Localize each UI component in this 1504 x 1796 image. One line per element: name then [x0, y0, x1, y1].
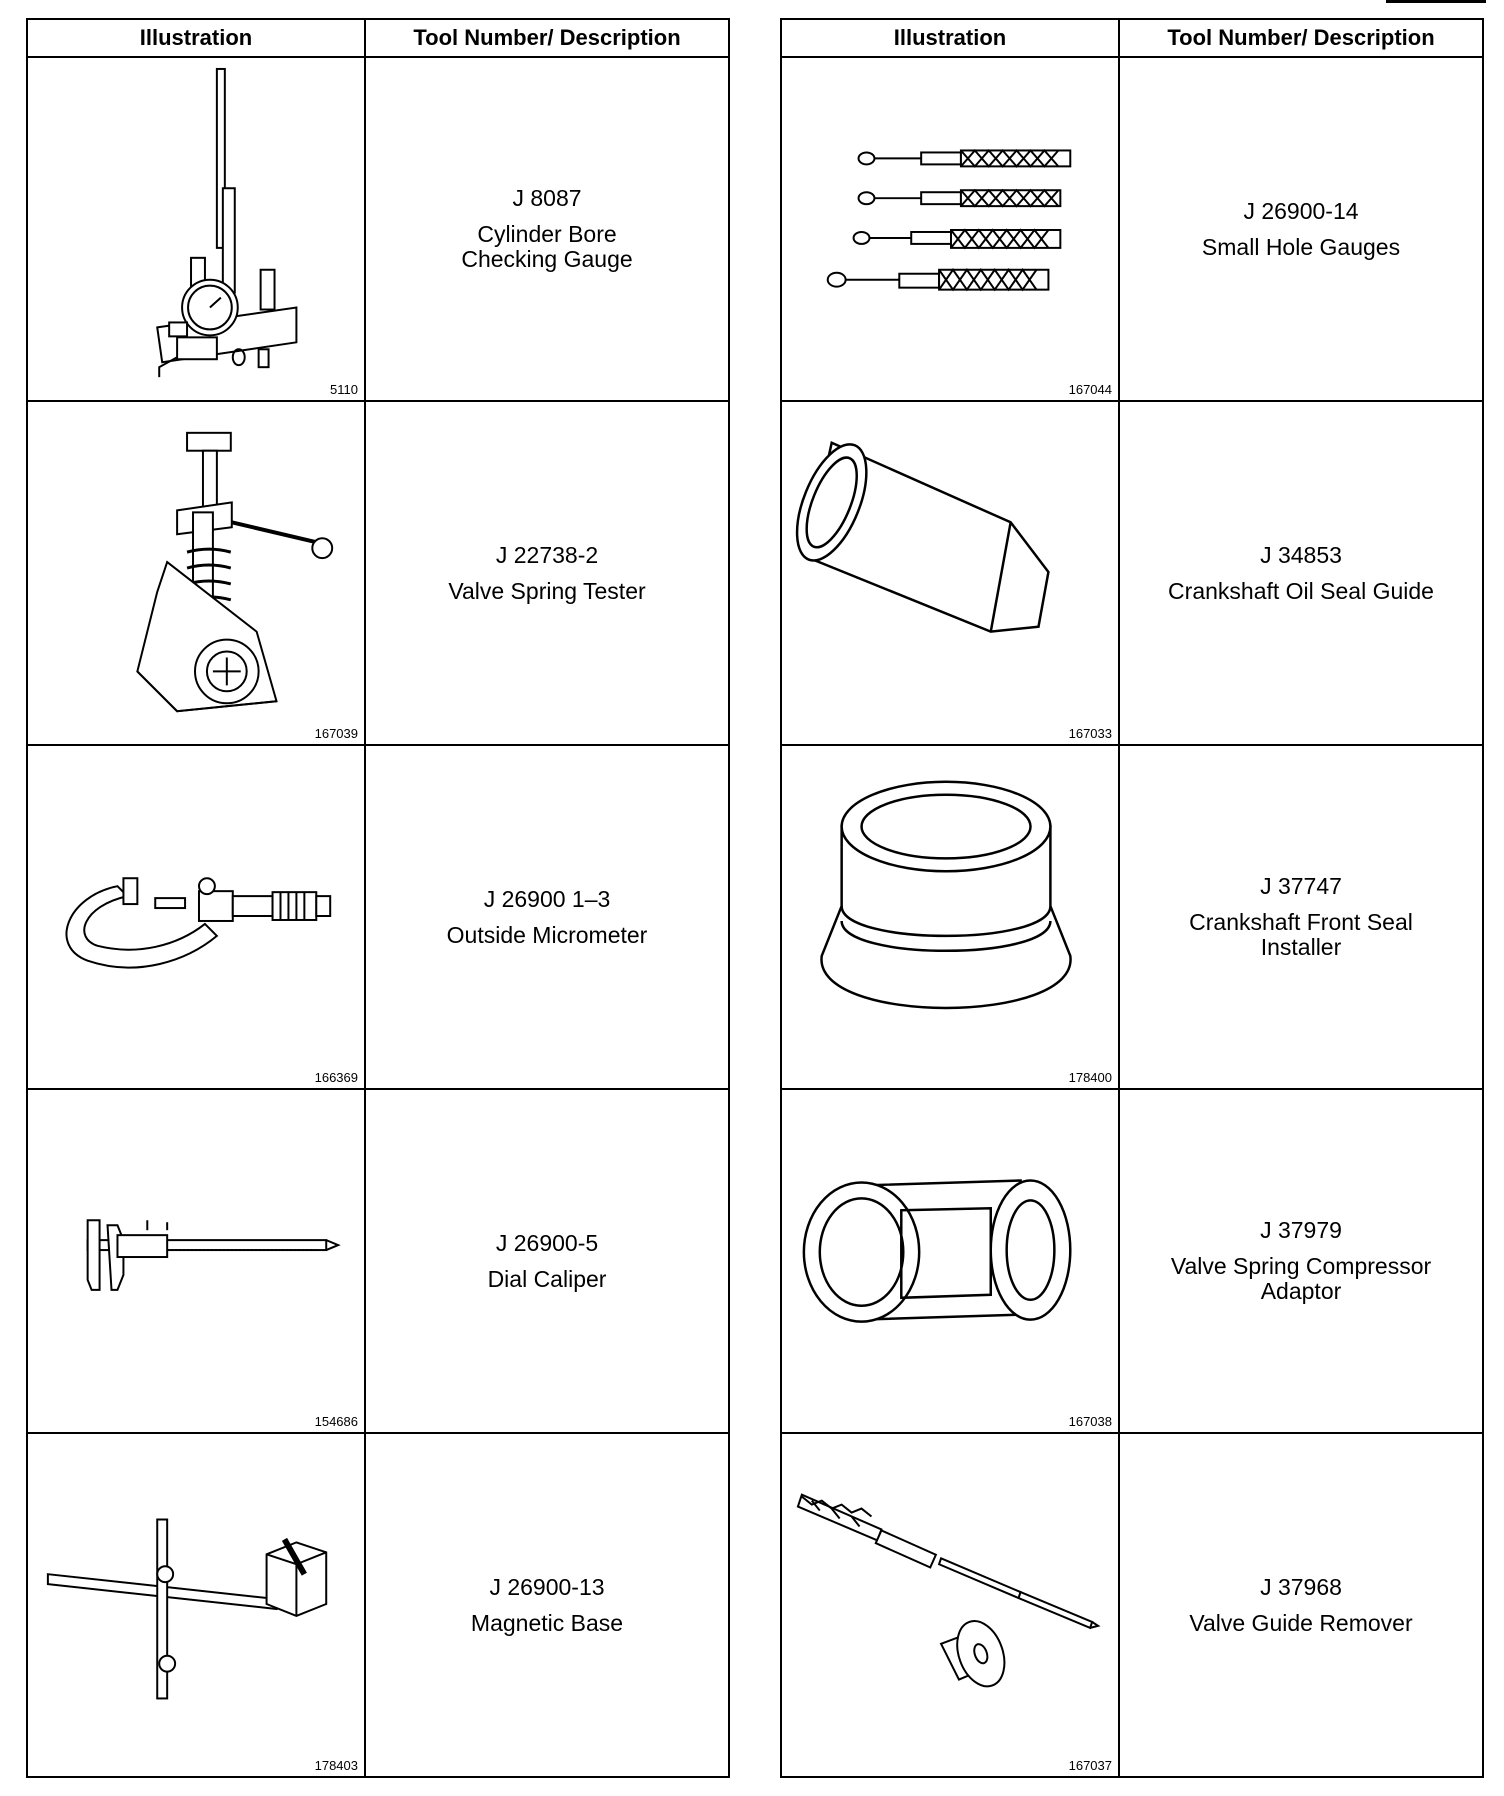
- illustration-header: Illustration: [781, 19, 1119, 57]
- cylinder-bore-gauge-icon: [28, 58, 364, 400]
- tool-description: Magnetic Base: [470, 1609, 624, 1636]
- tool-number: J 22738-2: [495, 541, 599, 568]
- tool-number: J 26900 1–3: [483, 885, 611, 912]
- tool-description: Cylinder Bore Checking Gauge: [461, 221, 633, 272]
- tool-description: Crankshaft Oil Seal Guide: [1168, 577, 1434, 604]
- description-cell: [1119, 745, 1483, 1089]
- table-row: [781, 1433, 1483, 1777]
- table-row: [781, 401, 1483, 745]
- table-row: [781, 57, 1483, 401]
- tool-description: Valve Spring Compressor Adaptor: [1170, 1253, 1432, 1304]
- figure-number: 167033: [1068, 726, 1112, 741]
- tool-description: Outside Micrometer: [446, 921, 648, 948]
- table-row: [781, 1089, 1483, 1433]
- figure-number: 178403: [314, 1758, 358, 1773]
- description-cell: [365, 57, 729, 401]
- tool-number: J 37968: [1260, 1573, 1342, 1600]
- compressor-adaptor-icon: [782, 1090, 1118, 1432]
- illustration-cell: [27, 57, 365, 401]
- description-cell: [1119, 401, 1483, 745]
- illustration-cell: [27, 745, 365, 1089]
- figure-number: 154686: [314, 1414, 358, 1429]
- illustration-cell: [781, 57, 1119, 401]
- micrometer-icon: [28, 746, 364, 1088]
- tool-number: J 34853: [1260, 541, 1342, 568]
- figure-number: 167037: [1068, 1758, 1112, 1773]
- tool-number: J 8087: [512, 185, 582, 211]
- illustration-cell: [781, 1089, 1119, 1433]
- illustration-cell: [781, 745, 1119, 1089]
- valve-spring-tester-icon: [28, 402, 364, 744]
- figure-number: 167038: [1068, 1414, 1112, 1429]
- tool-number: J 26900-5: [495, 1229, 599, 1256]
- table-row: [27, 745, 729, 1089]
- tool-table-left: [26, 18, 730, 1778]
- tool-description: Dial Caliper: [487, 1265, 607, 1292]
- figure-number: 167044: [1068, 382, 1112, 397]
- table-row: [27, 57, 729, 401]
- tool-description: Crankshaft Front Seal Installer: [1189, 909, 1413, 960]
- illustration-cell: [27, 401, 365, 745]
- illustration-cell: [781, 401, 1119, 745]
- description-cell: [1119, 57, 1483, 401]
- figure-number: 166369: [314, 1070, 358, 1085]
- figure-number: 167039: [314, 726, 358, 741]
- page-edge-mark: [1386, 0, 1486, 3]
- tool-header: Tool Number/ Description: [365, 19, 729, 57]
- magnetic-base-icon: [28, 1434, 364, 1776]
- description-cell: [365, 1089, 729, 1433]
- caliper-icon: [28, 1090, 364, 1432]
- description-cell: [365, 745, 729, 1089]
- small-hole-gauges-icon: [782, 58, 1118, 400]
- tool-description: Valve Spring Tester: [448, 577, 646, 604]
- illustration-header: Illustration: [27, 19, 365, 57]
- valve-guide-remover-icon: [782, 1434, 1118, 1776]
- oil-seal-guide-icon: [782, 402, 1118, 744]
- table-row: [27, 1433, 729, 1777]
- illustration-cell: [27, 1089, 365, 1433]
- table-row: [27, 1089, 729, 1433]
- description-cell: [365, 1433, 729, 1777]
- table-row: [781, 745, 1483, 1089]
- header-row: [27, 19, 729, 57]
- tool-description: Small Hole Gauges: [1201, 233, 1401, 260]
- tool-number: J 37747: [1260, 873, 1342, 899]
- table-row: [27, 401, 729, 745]
- figure-number: 178400: [1068, 1070, 1112, 1085]
- illustration-cell: [781, 1433, 1119, 1777]
- tool-table-right: [780, 18, 1484, 1778]
- tool-header: Tool Number/ Description: [1119, 19, 1483, 57]
- tool-number: J 26900-14: [1243, 197, 1359, 224]
- illustration-cell: [27, 1433, 365, 1777]
- description-cell: [1119, 1433, 1483, 1777]
- tool-number: J 37979: [1260, 1217, 1342, 1243]
- description-cell: [365, 401, 729, 745]
- tool-number: J 26900-13: [489, 1573, 605, 1600]
- front-seal-installer-icon: [782, 746, 1118, 1088]
- description-cell: [1119, 1089, 1483, 1433]
- header-row: [781, 19, 1483, 57]
- tool-description: Valve Guide Remover: [1189, 1609, 1413, 1636]
- figure-number: 5110: [330, 382, 358, 397]
